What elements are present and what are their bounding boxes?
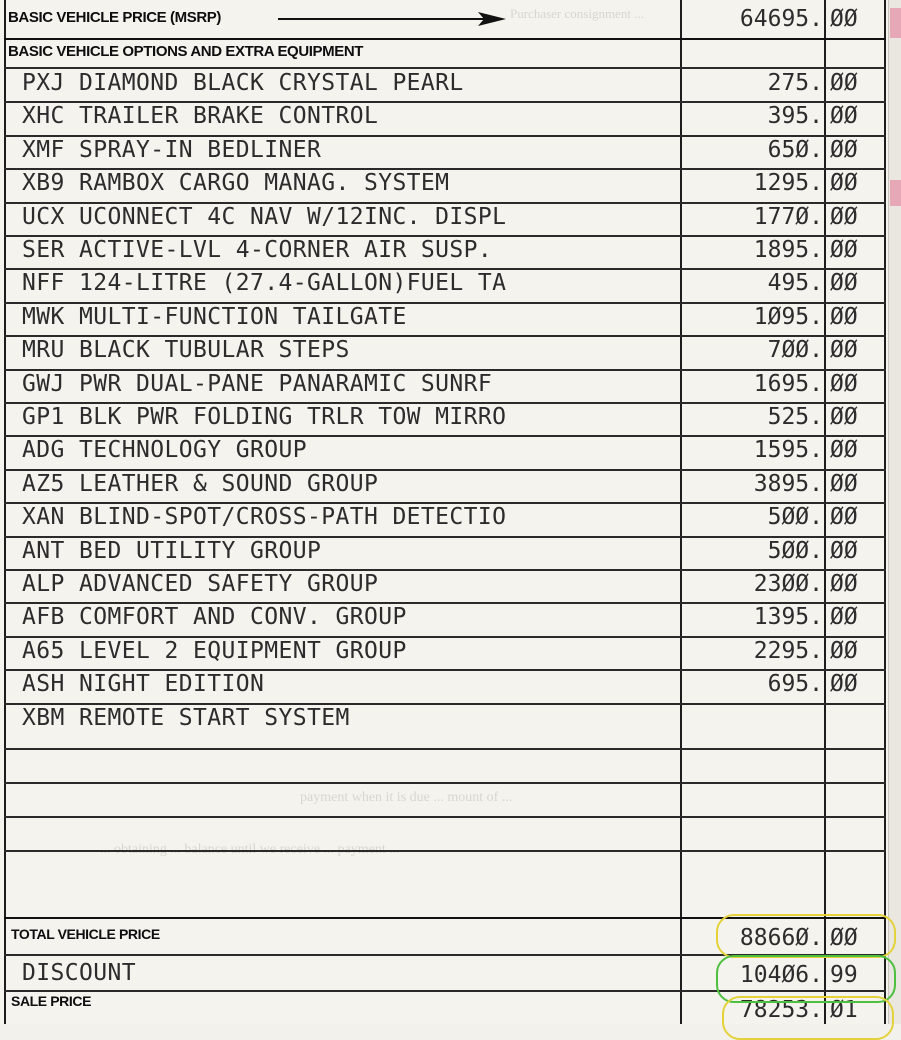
option-dollars: 695. [767,671,823,697]
option-cents: ØØ [830,437,858,463]
option-description: A65 LEVEL 2 EQUIPMENT GROUP [22,638,407,664]
rule [4,782,886,784]
option-dollars: 1295. [753,170,823,196]
table-row [0,369,901,402]
option-cents: ØØ [830,103,858,129]
option-description: AFB COMFORT AND CONV. GROUP [22,604,407,630]
option-description: XBM REMOTE START SYSTEM [22,705,350,731]
option-description: XB9 RAMBOX CARGO MANAG. SYSTEM [22,170,450,196]
option-cents: ØØ [830,170,858,196]
pink-tab [890,8,901,38]
option-cents: ØØ [830,70,858,96]
table-row [0,469,901,502]
option-cents: ØØ [830,571,858,597]
table-row [0,703,901,736]
rule [4,816,886,818]
option-cents: ØØ [830,638,858,664]
option-description: ANT BED UTILITY GROUP [22,538,322,564]
option-dollars: 7ØØ. [767,337,823,363]
sale-label: SALE PRICE [11,993,92,1009]
option-dollars: 5ØØ. [767,504,823,530]
msrp-dollars: 64695. [739,6,823,32]
total-cents: ØØ [830,925,858,951]
table-row [0,335,901,368]
bleed-through-text: Purchaser consignment ... [510,6,644,21]
discount-dollars: 104Ø6. [739,962,823,988]
option-cents: ØØ [830,337,858,363]
table-row [0,235,901,268]
option-dollars: 1895. [753,237,823,263]
rule [4,850,886,852]
option-cents: ØØ [830,471,858,497]
table-row [0,669,901,702]
option-description: GWJ PWR DUAL-PANE PANARAMIC SUNRF [22,371,493,397]
table-row [0,602,901,635]
total-dollars: 8866Ø. [739,925,823,951]
option-cents: ØØ [830,270,858,296]
rule [4,38,886,40]
option-cents: ØØ [830,404,858,430]
options-label: BASIC VEHICLE OPTIONS AND EXTRA EQUIPMENT [8,43,364,60]
option-description: ALP ADVANCED SAFETY GROUP [22,571,379,597]
table-row [0,435,901,468]
option-dollars: 3895. [753,471,823,497]
option-dollars: 395. [767,103,823,129]
option-dollars: 1Ø95. [753,304,823,330]
option-description: GP1 BLK PWR FOLDING TRLR TOW MIRRO [22,404,507,430]
option-dollars: 177Ø. [753,204,823,230]
sale-cents: Ø1 [830,997,858,1023]
option-dollars: 23ØØ. [753,571,823,597]
option-description: MRU BLACK TUBULAR STEPS [22,337,350,363]
option-dollars: 275. [767,70,823,96]
discount-cents: 99 [830,962,858,988]
option-description: MWK MULTI-FUNCTION TAILGATE [22,304,407,330]
total-label: TOTAL VEHICLE PRICE [11,926,160,942]
option-dollars: 525. [767,404,823,430]
table-row [0,135,901,168]
option-dollars: 65Ø. [767,137,823,163]
option-cents: ØØ [830,371,858,397]
bleed-through-text: payment when it is due ... mount of ... [300,790,513,805]
option-dollars: 495. [767,270,823,296]
rule [4,748,886,750]
option-description: AZ5 LEATHER & SOUND GROUP [22,471,379,497]
table-row [0,101,901,134]
option-description: PXJ DIAMOND BLACK CRYSTAL PEARL [22,70,464,96]
option-cents: ØØ [830,671,858,697]
sale-highlight [722,996,894,1040]
option-dollars: 5ØØ. [767,538,823,564]
table-row [0,636,901,669]
option-cents: ØØ [830,504,858,530]
msrp-cents: ØØ [830,6,858,32]
option-dollars: 1595. [753,437,823,463]
option-dollars: 1695. [753,371,823,397]
option-description: ADG TECHNOLOGY GROUP [22,437,307,463]
option-cents: ØØ [830,237,858,263]
option-description: NFF 124-LITRE (27.4-GALLON)FUEL TA [22,270,507,296]
table-row [0,569,901,602]
table-row [0,536,901,569]
option-description: XMF SPRAY-IN BEDLINER [22,137,322,163]
option-dollars: 1395. [753,604,823,630]
table-row [0,302,901,335]
option-cents: ØØ [830,204,858,230]
option-description: ASH NIGHT EDITION [22,671,265,697]
option-cents: ØØ [830,604,858,630]
table-row [0,402,901,435]
msrp-label: BASIC VEHICLE PRICE (MSRP) [8,9,221,26]
option-dollars: 2295. [753,638,823,664]
option-cents: ØØ [830,538,858,564]
option-cents: ØØ [830,137,858,163]
discount-label: DISCOUNT [22,960,136,986]
option-description: XAN BLIND-SPOT/CROSS-PATH DETECTIO [22,504,507,530]
total-highlight [716,914,896,958]
table-row [0,202,901,235]
table-row [0,168,901,201]
option-description: SER ACTIVE-LVL 4-CORNER AIR SUSP. [22,237,493,263]
option-cents: ØØ [830,304,858,330]
table-row [0,502,901,535]
option-description: UCX UCONNECT 4C NAV W/12INC. DISPL [22,204,507,230]
table-row [0,68,901,101]
sale-dollars: 78253. [739,997,823,1023]
table-row [0,268,901,301]
option-description: XHC TRAILER BRAKE CONTROL [22,103,379,129]
arrow-right-icon [278,10,506,28]
